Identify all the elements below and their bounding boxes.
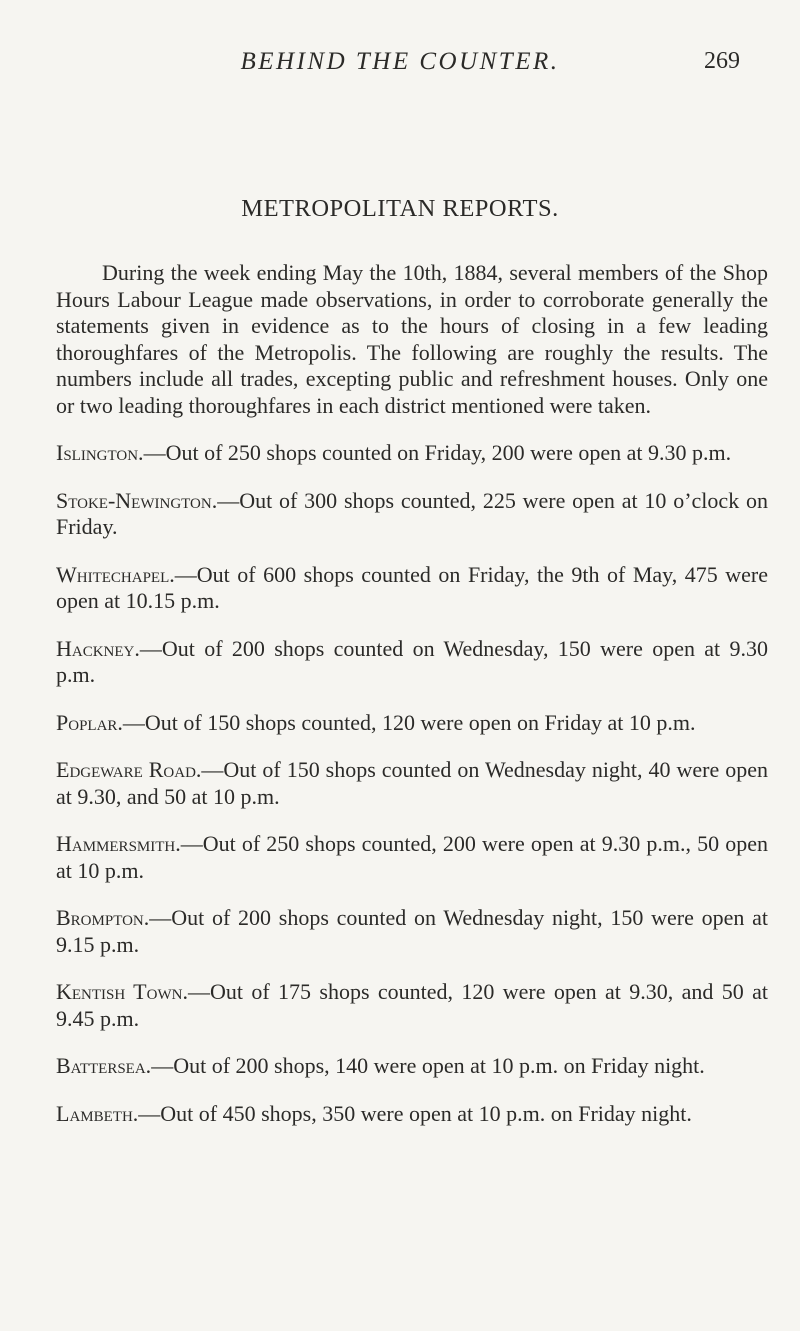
district-report: —Out of 150 shops counted on Wednesday night, 40 were open at 9.30, and 50 at 10 p.m. <box>56 757 768 809</box>
district-name: Battersea. <box>56 1053 152 1078</box>
district-report: —Out of 150 shops counted, 120 were open on Friday at 10 p.m. <box>122 709 696 735</box>
district-entry-edgeware-road <box>56 757 768 810</box>
district-report: —Out of 200 shops, 140 were open at 10 p.m. on Friday night. <box>151 1053 705 1078</box>
district-entry-poplar <box>56 710 768 737</box>
district-name: Stoke-Newington. <box>56 487 218 513</box>
district-entry-lambeth <box>56 1101 768 1128</box>
district-report: —Out of 300 shops counted, 225 were open at 10 o’clock on Friday. <box>56 487 768 539</box>
district-report: —Out of 175 shops counted, 120 were open at 9.30, and 50 at 9.45 p.m. <box>56 979 768 1031</box>
district-name: Islington. <box>56 440 144 465</box>
district-entry-stoke-newington <box>56 488 768 541</box>
district-report: —Out of 450 shops, 350 were open at 10 p.m. on Friday night. <box>138 1100 692 1126</box>
district-entry-hammersmith <box>56 831 768 884</box>
district-name: Brompton. <box>56 905 150 930</box>
district-name: Hammersmith. <box>56 831 181 856</box>
page-number: 269 <box>704 48 740 74</box>
district-report: —Out of 200 shops counted on Wednesday, 150 were open at 9.30 p.m. <box>56 635 768 687</box>
body-text <box>56 260 768 1148</box>
district-entry-brompton <box>56 905 768 958</box>
district-name: Kentish Town. <box>56 979 188 1004</box>
district-entry-kentish-town <box>56 979 768 1032</box>
district-entry-hackney <box>56 636 768 689</box>
district-report: —Out of 600 shops counted on Friday, the 9th of May, 475 were open at 10.15 p.m. <box>56 561 768 613</box>
district-entry-battersea <box>56 1053 768 1080</box>
district-report: —Out of 250 shops counted on Friday, 200 were open at 9.30 p.m. <box>143 440 732 465</box>
district-name: Hackney. <box>56 635 140 661</box>
district-entry-islington <box>56 440 768 467</box>
running-head <box>0 44 800 84</box>
district-entry-whitechapel <box>56 562 768 615</box>
district-name: Lambeth. <box>56 1100 139 1126</box>
section-title: METROPOLITAN REPORTS. <box>241 195 559 222</box>
district-name: Poplar. <box>56 709 123 735</box>
running-title: BEHIND THE COUNTER. <box>240 48 560 75</box>
district-report: —Out of 200 shops counted on Wednesday night, 150 were open at 9.15 p.m. <box>56 905 768 957</box>
district-name: Edgeware Road. <box>56 757 202 782</box>
district-report: —Out of 250 shops counted, 200 were open at 9.30 p.m., 50 open at 10 p.m. <box>56 831 768 883</box>
intro-paragraph: During the week ending May the 10th, 1884, several members of the Shop Hours Labour League made observations, in order to corroborate generally the statements given in evidence as to the hours of closing in a few leading thoroughfares of the Metropolis. The following are roughly the results. The numbers include all trades, excepting public and refreshment houses. Only one or two leading thoroughfares in each district mentioned were taken. <box>56 260 768 418</box>
district-name: Whitechapel. <box>56 561 175 587</box>
